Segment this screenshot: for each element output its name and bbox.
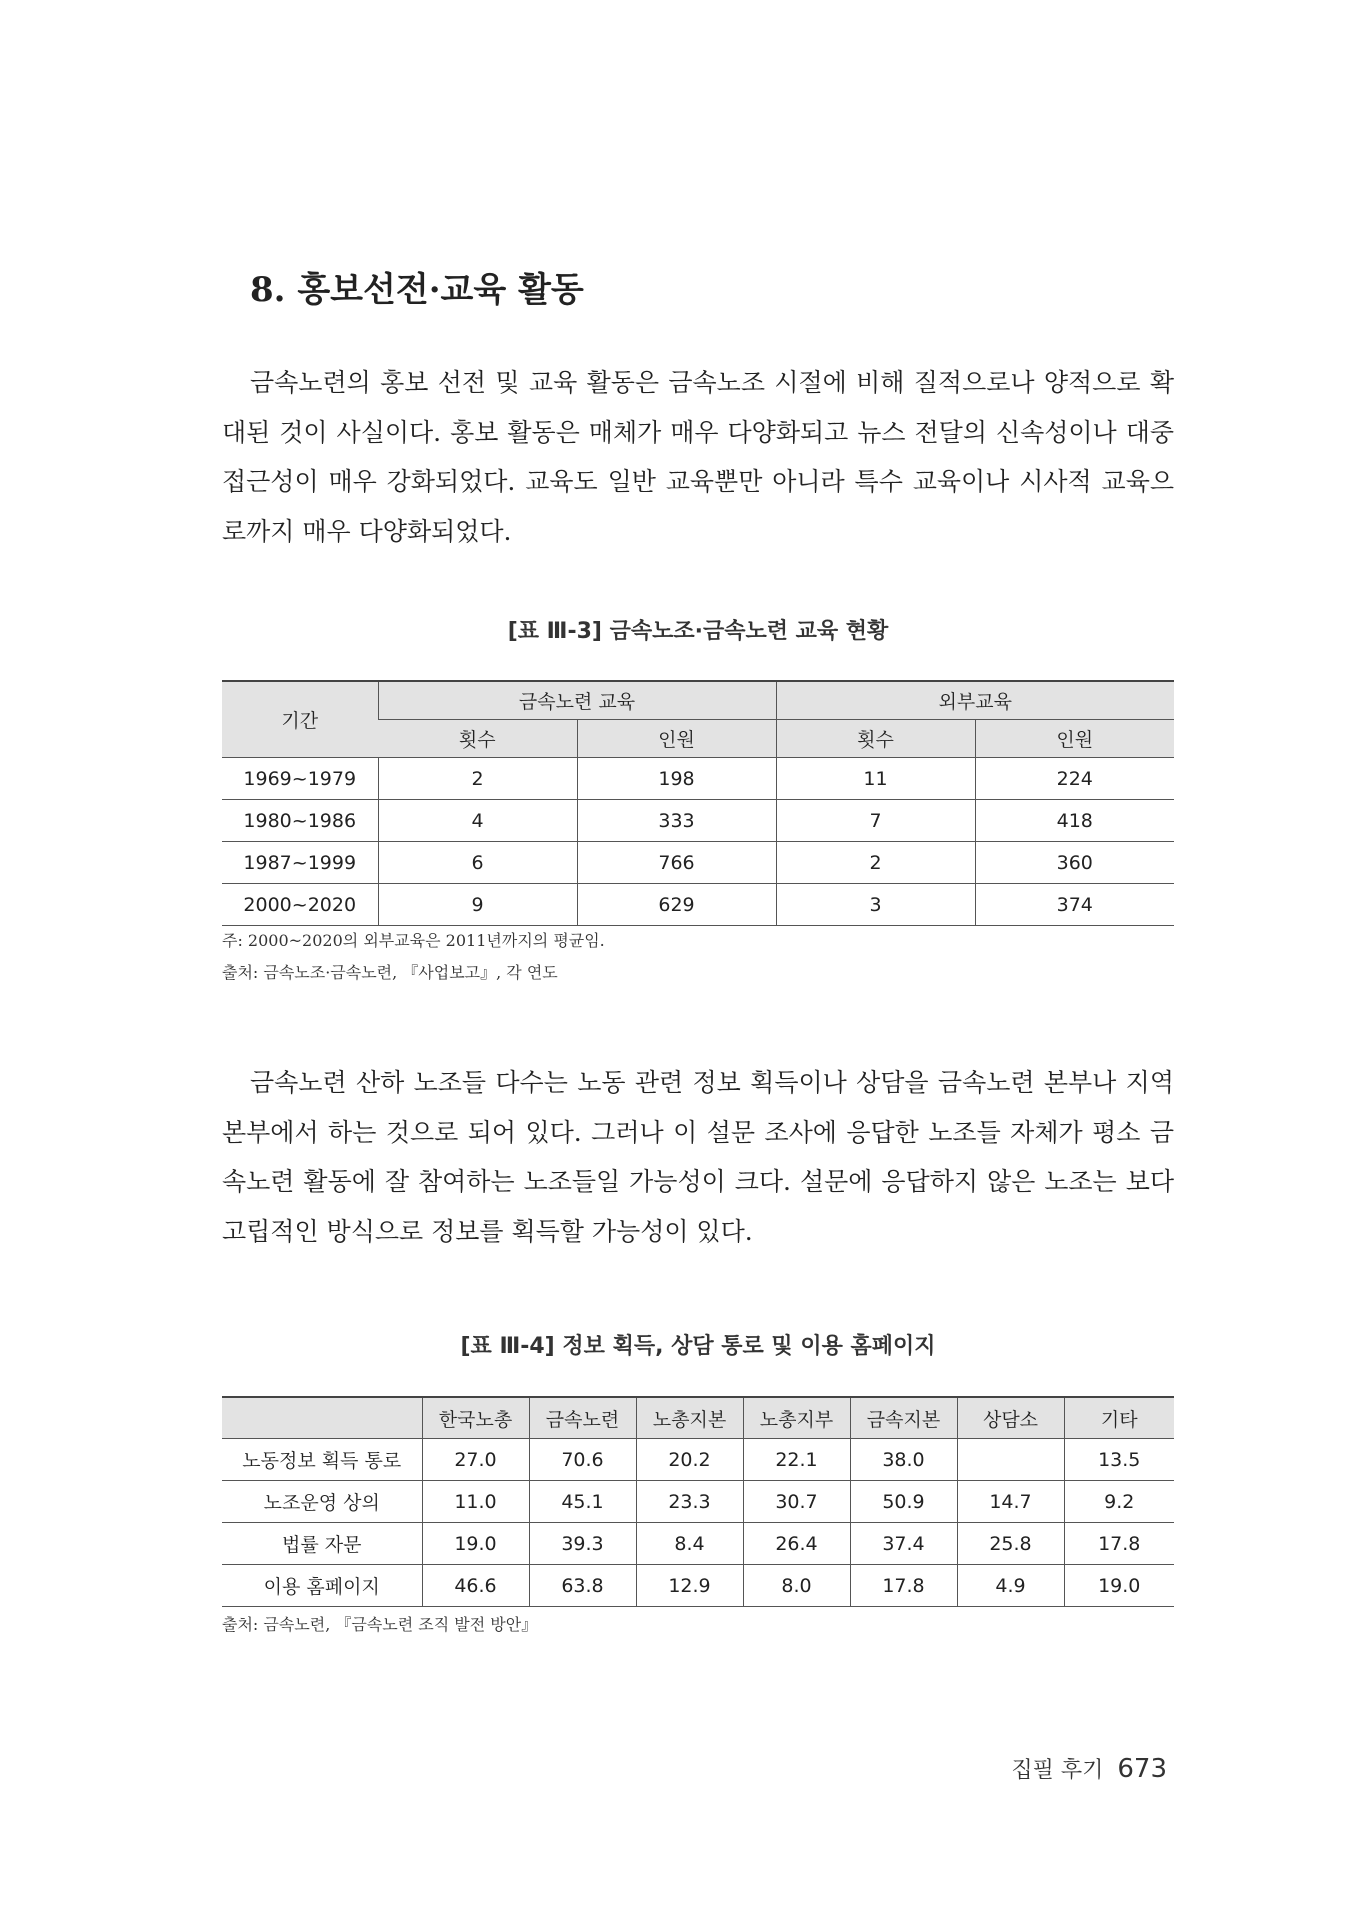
header-column: 금속지본: [850, 1397, 957, 1439]
cell-value: 39.3: [529, 1523, 636, 1565]
row-label: 법률 자문: [222, 1523, 422, 1565]
header-column: 노총지부: [743, 1397, 850, 1439]
cell-value: 38.0: [850, 1439, 957, 1481]
body-paragraph-2: 금속노련 산하 노조들 다수는 노동 관련 정보 획득이나 상담을 금속노련 본부나 지역 본부에서 하는 것으로 되어 있다. 그러나 이 설문 조사에 응답한 노조들 자체가 평소 금속노련 활동에 잘 참여하는 노조들일 가능성이 크다. 설문에 응답하지 않은 노조는 보다 고립적인 방식으로 정보를 획득할 가능성이 있다.: [222, 1068, 1174, 1246]
cell-value: [957, 1439, 1064, 1481]
header-column: 한국노총: [422, 1397, 529, 1439]
cell-value: 70.6: [529, 1439, 636, 1481]
table-row: [222, 1439, 1174, 1481]
education-table: [222, 680, 1174, 926]
cell-value: 17.8: [850, 1565, 957, 1607]
header-empty: [222, 1397, 422, 1439]
cell-period: 1980~1986: [222, 800, 378, 842]
cell-value: 766: [577, 842, 776, 884]
table-row: [222, 1481, 1174, 1523]
header-people-1: 인원: [577, 720, 776, 758]
table-row: [222, 758, 1174, 800]
table1-note: 주: 2000~2020의 외부교육은 2011년까지의 평균임.: [222, 931, 605, 950]
cell-value: 374: [975, 884, 1174, 926]
page-number: 673: [1117, 1754, 1167, 1784]
header-column: 상담소: [957, 1397, 1064, 1439]
table2-source: 출처: 금속노련, 『금속노련 조직 발전 방안』: [222, 1615, 538, 1634]
cell-value: 17.8: [1064, 1523, 1174, 1565]
table2-caption: [표 Ⅲ-4] 정보 획득, 상담 통로 및 이용 홈페이지: [460, 1334, 936, 1359]
cell-value: 8.0: [743, 1565, 850, 1607]
cell-value: 11.0: [422, 1481, 529, 1523]
body-paragraph-1: 금속노련의 홍보 선전 및 교육 활동은 금속노조 시절에 비해 질적으로나 양적으로 확대된 것이 사실이다. 홍보 활동은 매체가 매우 다양화되고 뉴스 전달의 신속성이나 대중 접근성이 매우 강화되었다. 교육도 일반 교육뿐만 아니라 특수 교육이나 시사적 교육으로까지 매우 다양화되었다.: [222, 368, 1174, 546]
cell-value: 3: [776, 884, 975, 926]
row-label: 노동정보 획득 통로: [222, 1439, 422, 1481]
header-column: 금속노련: [529, 1397, 636, 1439]
header-column: 노총지본: [636, 1397, 743, 1439]
cell-value: 13.5: [1064, 1439, 1174, 1481]
cell-value: 20.2: [636, 1439, 743, 1481]
cell-value: 9: [378, 884, 577, 926]
cell-value: 63.8: [529, 1565, 636, 1607]
cell-value: 22.1: [743, 1439, 850, 1481]
cell-value: 224: [975, 758, 1174, 800]
cell-value: 12.9: [636, 1565, 743, 1607]
cell-value: 198: [577, 758, 776, 800]
cell-value: 418: [975, 800, 1174, 842]
cell-value: 23.3: [636, 1481, 743, 1523]
header-group-external: 외부교육: [776, 681, 1174, 720]
footer-text: 집필 후기: [1011, 1758, 1104, 1783]
table1-source: 출처: 금속노조·금속노련, 『사업보고』, 각 연도: [222, 963, 558, 982]
header-count-1: 횟수: [378, 720, 577, 758]
cell-value: 333: [577, 800, 776, 842]
cell-period: 1969~1979: [222, 758, 378, 800]
cell-period: 1987~1999: [222, 842, 378, 884]
cell-value: 25.8: [957, 1523, 1064, 1565]
cell-value: 50.9: [850, 1481, 957, 1523]
table1-caption: [표 Ⅲ-3] 금속노조·금속노련 교육 현황: [507, 619, 889, 644]
cell-value: 45.1: [529, 1481, 636, 1523]
cell-value: 26.4: [743, 1523, 850, 1565]
cell-value: 27.0: [422, 1439, 529, 1481]
cell-value: 2: [776, 842, 975, 884]
cell-value: 37.4: [850, 1523, 957, 1565]
section-heading: 8. 홍보선전·교육 활동: [250, 270, 584, 310]
cell-value: 8.4: [636, 1523, 743, 1565]
table-row: [222, 1523, 1174, 1565]
row-label: 노조운영 상의: [222, 1481, 422, 1523]
header-count-2: 횟수: [776, 720, 975, 758]
row-label: 이용 홈페이지: [222, 1565, 422, 1607]
cell-value: 14.7: [957, 1481, 1064, 1523]
cell-value: 7: [776, 800, 975, 842]
cell-value: 6: [378, 842, 577, 884]
cell-period: 2000~2020: [222, 884, 378, 926]
cell-value: 360: [975, 842, 1174, 884]
table-row: [222, 800, 1174, 842]
page-footer: [1011, 1753, 1167, 1784]
header-people-2: 인원: [975, 720, 1174, 758]
info-channel-table: [222, 1396, 1174, 1607]
table-row: [222, 884, 1174, 926]
header-group-metal-federation: 금속노련 교육: [378, 681, 776, 720]
table-row: [222, 1565, 1174, 1607]
header-period: 기간: [222, 681, 378, 758]
cell-value: 4.9: [957, 1565, 1064, 1607]
cell-value: 4: [378, 800, 577, 842]
cell-value: 46.6: [422, 1565, 529, 1607]
cell-value: 11: [776, 758, 975, 800]
cell-value: 2: [378, 758, 577, 800]
cell-value: 19.0: [422, 1523, 529, 1565]
cell-value: 19.0: [1064, 1565, 1174, 1607]
cell-value: 629: [577, 884, 776, 926]
cell-value: 30.7: [743, 1481, 850, 1523]
table-row: [222, 842, 1174, 884]
cell-value: 9.2: [1064, 1481, 1174, 1523]
header-column: 기타: [1064, 1397, 1174, 1439]
